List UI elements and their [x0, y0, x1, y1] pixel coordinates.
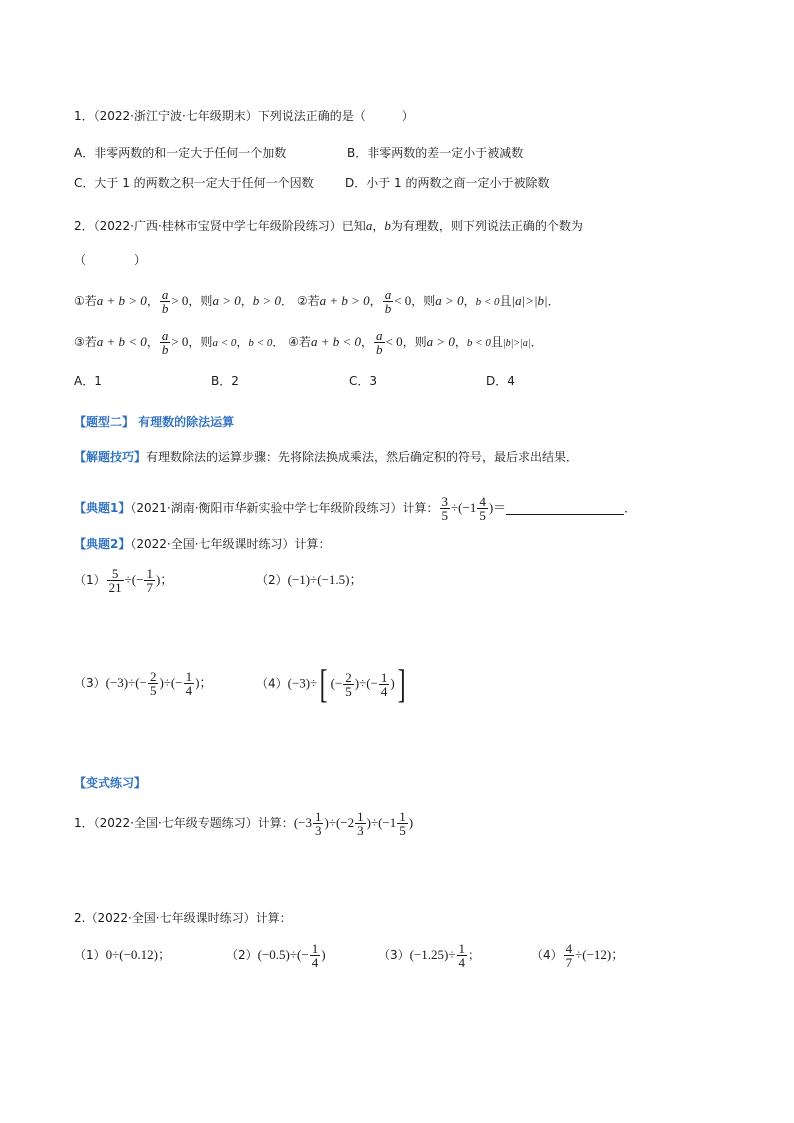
question-2-statements-1-2 [74, 288, 560, 315]
statement-2-and: 且 [499, 294, 512, 308]
statement-1-then: ，则 [188, 294, 213, 308]
practice-label: 【变式练习】 [74, 776, 147, 790]
part-1-fraction-2 [144, 567, 155, 594]
fraction-numerator: 1 [146, 566, 153, 581]
part-1-end: )； [155, 572, 174, 587]
statement-4-res3: |b|>|a| [502, 338, 531, 349]
statement-4-fraction [374, 329, 385, 356]
fraction-numerator: a [161, 328, 169, 343]
part-index: （3） [378, 948, 410, 962]
statement-3-cond2: > 0 [171, 334, 189, 349]
example-1-text: （2021·湖南·衡阳市华新实验中学七年级阶段练习）计算： [130, 501, 439, 515]
practice-1-fraction-3 [397, 810, 408, 837]
solving-tip [74, 447, 578, 467]
part-4-fraction-2 [379, 671, 390, 698]
part-2-expression: (−1)÷(−1.5)； [287, 572, 363, 587]
statement-4: ④若a + b < 0， $\frac{a}{b}$ < 0，则a > 0，b < 0且|b|>|a|． [288, 328, 543, 357]
question-2-stem [74, 216, 583, 236]
example-1-label: 【典题1】 [74, 501, 131, 515]
answer-blank[interactable] [506, 502, 624, 515]
practice-1-expr-b: )÷(−2 [324, 815, 355, 830]
fraction-denominator: b [161, 301, 169, 316]
fraction-denominator: 5 [399, 823, 406, 838]
statement-1-res2: b > 0 [252, 293, 282, 308]
practice-1-expr-a: (−3 [293, 815, 312, 830]
statement-2-cond2: < 0 [394, 293, 412, 308]
question-2-statements-3-4 [74, 329, 543, 357]
fraction-denominator: 4 [185, 683, 193, 698]
fraction-denominator: b [384, 301, 392, 316]
part-3-expr-b: )÷(− [159, 675, 183, 690]
statement-1-cond1: a + b > 0 [96, 293, 147, 308]
statement-4-then: ，则 [402, 335, 427, 349]
practice-2-part-2-fraction [310, 942, 321, 969]
q2-var-a: a [365, 218, 373, 233]
fraction-numerator: 4 [479, 494, 486, 509]
left-bracket: [ [319, 661, 328, 706]
fraction-denominator: 21 [108, 580, 122, 595]
part-1-operator: ÷(− [124, 572, 144, 587]
part-index: （2） [256, 573, 288, 587]
statement-1-cond2: > 0 [171, 293, 189, 308]
question-1-option-a: A．非零两数的和一定大于任何一个加数 [74, 146, 287, 160]
fraction-denominator: 3 [357, 823, 364, 838]
question-1-option-c: C．大于 1 的两数之积一定大于任何一个因数 [74, 176, 314, 190]
statement-3: ③若a + b < 0， $\frac{a}{b}$ > 0，则a < 0，b < 0． [74, 328, 285, 357]
practice-1-expr-c: )÷(−1 [366, 815, 397, 830]
fraction-denominator: b [376, 342, 383, 357]
practice-question-2: 2.（2022·全国·七年级课时练习）计算： [74, 911, 292, 925]
question-2-choice-b: B．2 [211, 374, 239, 388]
example-1-mixed-fraction [477, 495, 488, 522]
fraction-denominator: b [161, 342, 169, 357]
part-index: （4） [531, 948, 563, 962]
part-3-expr-a: (−3)÷(− [105, 675, 147, 690]
example-2-text: （2022·全国·七年级课时练习）计算： [130, 537, 331, 551]
fraction-denominator: 4 [380, 683, 388, 699]
part-index: （1） [74, 948, 106, 962]
fraction-denominator: 5 [479, 508, 486, 523]
part-1-fraction [107, 567, 124, 594]
fraction-numerator: 1 [314, 809, 322, 824]
statement-2: ②若a + b > 0， $\frac{a}{b}$ < 0，则a > 0，b < 0且|a|>|b|． [296, 287, 560, 316]
statement-1-res1: a > 0 [212, 293, 241, 308]
part-3-fraction-2 [184, 670, 195, 697]
statement-2-end: ． [547, 294, 560, 308]
practice-2-part-3-fraction [457, 942, 468, 969]
practice-2-part-2-end: ) [321, 947, 326, 962]
fraction-numerator: 2 [345, 669, 352, 685]
part-4-expr-a: (−3)÷ [287, 675, 318, 691]
part-4-expr-b: (− [330, 675, 343, 691]
part-4-expr-c: )÷(− [354, 675, 378, 691]
part-3-fraction [148, 670, 159, 697]
practice-2-part-4-expr: ÷(−12)； [575, 947, 625, 962]
fraction-numerator: 1 [357, 809, 364, 824]
statement-2-res3: |a|>|b| [511, 293, 548, 308]
statement-1-end: ． [281, 294, 294, 308]
practice-2-part-3 [378, 940, 480, 970]
question-2-choice-d: D．4 [486, 374, 515, 388]
fraction-denominator: 5 [149, 683, 157, 698]
question-2-choice-a: A．1 [74, 374, 102, 388]
practice-2-part-4-fraction [564, 942, 575, 969]
practice-2-part-2 [226, 940, 326, 970]
q2-var-b: b [384, 218, 391, 233]
statement-2-then: ，则 [411, 294, 436, 308]
question-1-stem: 1．（2022·浙江宁波·七年级期末）下列说法正确的是（ ） [74, 109, 414, 123]
statement-2-cond1: a + b > 0 [319, 293, 370, 308]
fraction-numerator: 1 [380, 669, 388, 685]
example-1-fraction [440, 495, 451, 522]
statement-3-then: ，则 [188, 335, 213, 349]
fraction-numerator: a [376, 328, 383, 343]
example-1-operator: ÷(−1 [451, 500, 477, 515]
part-index: （1） [74, 573, 106, 587]
example-1 [74, 494, 636, 522]
practice-1-fraction-1 [313, 810, 324, 837]
fraction-numerator: 1 [311, 941, 319, 956]
part-3-end: )； [195, 675, 213, 690]
fraction-denominator: 3 [314, 823, 322, 838]
fraction-numerator: 5 [107, 567, 124, 581]
statement-4-cond2: < 0 [385, 334, 403, 349]
statement-3-end: ． [272, 335, 285, 349]
tip-text: 有理数除法的运算步骤：先将除法换成乘法，然后确定积的符号，最后求出结果． [146, 450, 579, 464]
statement-3-res2: b < 0 [248, 337, 273, 349]
practice-2-part-1 [74, 940, 171, 970]
part-index: （4） [256, 676, 288, 691]
fraction-numerator: 1 [185, 669, 193, 684]
example-2-part-2 [256, 570, 363, 590]
statement-4-end: ． [530, 335, 543, 349]
fraction-denominator: 5 [345, 683, 352, 699]
statement-4-mark: ④若 [288, 335, 311, 349]
statement-1: ①若a + b > 0， $\frac{a}{b}$ > 0，则a > 0，b > 0． [74, 287, 294, 316]
practice-1-expr-d: ) [408, 815, 414, 830]
statement-3-cond1: a + b < 0 [96, 334, 147, 349]
section-title: 【题型二】 有理数的除法运算 [74, 415, 235, 429]
statement-2-fraction [383, 288, 394, 315]
statement-3-fraction [160, 329, 171, 356]
statement-3-mark: ③若 [74, 335, 97, 349]
fraction-numerator: 1 [399, 809, 406, 824]
question-1-option-b: B．非零两数的差一定小于被减数 [347, 146, 524, 160]
statement-4-and: 且 [490, 335, 503, 349]
practice-2-part-4 [531, 940, 624, 970]
fraction-denominator: 7 [565, 955, 573, 970]
statement-4-res2: b < 0 [466, 337, 491, 349]
practice-2-part-3-expr: (−1.25)÷ [409, 947, 456, 962]
statement-4-res1: a > 0 [426, 334, 455, 349]
q2-stem-text: 2．（2022·广西·桂林市宝贤中学七年级阶段练习）已知 [74, 219, 366, 233]
fraction-denominator: 4 [311, 955, 319, 970]
right-bracket: ] [397, 661, 406, 706]
question-1-option-d: D．小于 1 的两数之商一定小于被除数 [345, 176, 550, 190]
fraction-numerator: 3 [441, 494, 449, 509]
part-index: （2） [226, 948, 258, 962]
fraction-denominator: 5 [441, 508, 449, 523]
q2-stem-text-2: 为有理数，则下列说法正确的个数为 [390, 219, 583, 233]
practice-1-fraction-2 [355, 810, 366, 837]
tip-label: 【解题技巧】 [74, 450, 147, 464]
fraction-denominator: 4 [458, 955, 466, 970]
fraction-denominator: 7 [146, 580, 153, 595]
statement-1-fraction [160, 288, 171, 315]
fraction-numerator: 1 [458, 941, 466, 956]
example-2-part-4 [256, 661, 408, 706]
practice-2-part-3-end: ； [468, 948, 481, 962]
statement-2-res1: a > 0 [435, 293, 464, 308]
statement-2-res2: b < 0 [475, 296, 500, 308]
part-4-fraction [343, 671, 354, 698]
practice-question-1 [74, 808, 413, 838]
practice-2-part-1-expr: 0÷(−0.12)； [105, 947, 172, 962]
fraction-numerator: 2 [149, 669, 157, 684]
fraction-numerator: a [384, 287, 392, 302]
statement-3-res1: a < 0 [212, 337, 237, 349]
example-2 [74, 534, 331, 554]
statement-1-mark: ①若 [74, 294, 97, 308]
statement-4-cond1: a + b < 0 [310, 334, 361, 349]
practice-1-text: 1．（2022·全国·七年级专题练习）计算： [74, 816, 294, 830]
question-2-answer-paren: （ ） [74, 253, 147, 267]
example-2-label: 【典题2】 [74, 537, 131, 551]
practice-2-part-2-expr: (−0.5)÷(− [257, 947, 309, 962]
example-1-end: ． [624, 501, 637, 515]
example-2-part-1 [74, 566, 173, 594]
example-2-part-3 [74, 668, 212, 698]
statement-2-mark: ②若 [296, 294, 320, 308]
example-1-equals: )＝ [488, 500, 507, 515]
part-index: （3） [74, 676, 106, 690]
q2-comma: ， [372, 219, 385, 233]
part-4-expr-d: ) [390, 675, 395, 691]
fraction-numerator: 4 [565, 941, 573, 956]
fraction-numerator: a [161, 287, 169, 302]
question-2-choice-c: C．3 [349, 374, 378, 388]
